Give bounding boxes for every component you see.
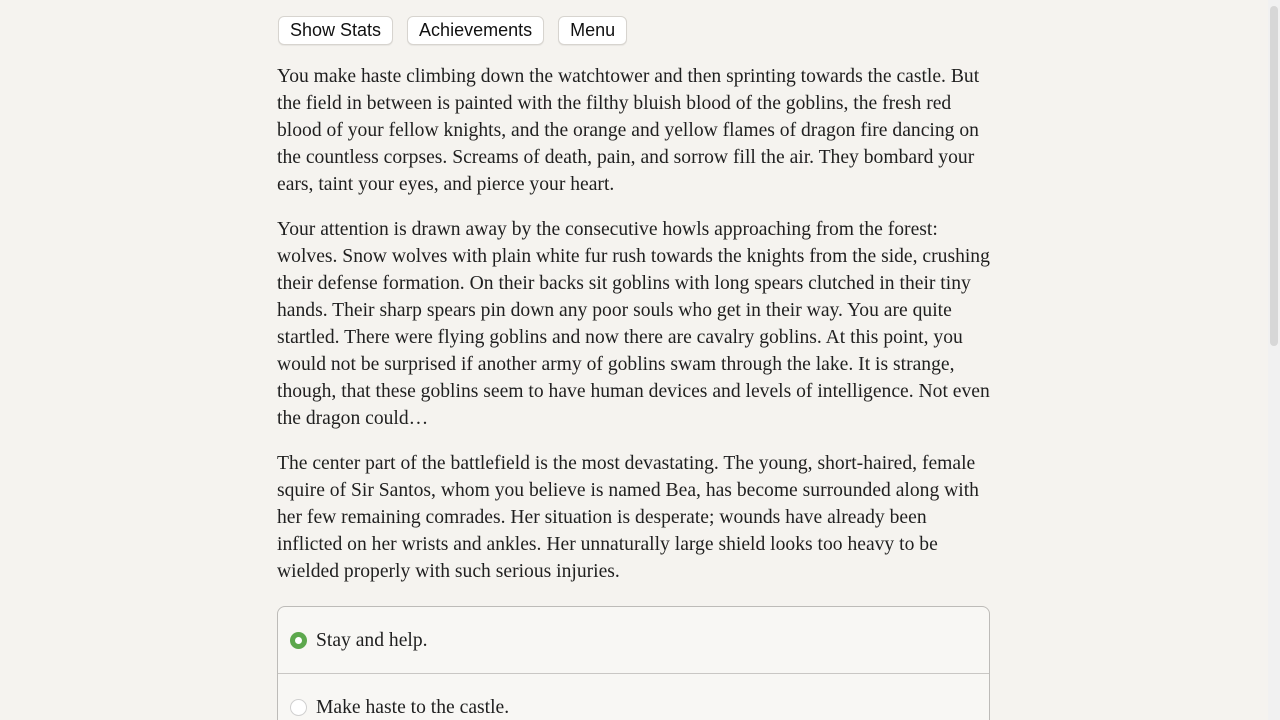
choice-stay-and-help[interactable] — [278, 607, 989, 674]
choice-label: Stay and help. — [316, 629, 428, 651]
radio-selected-icon[interactable] — [290, 632, 307, 649]
choice-label: Make haste to the castle. — [316, 697, 510, 718]
show-stats-button[interactable]: Show Stats — [278, 16, 393, 45]
menu-button[interactable]: Menu — [558, 16, 627, 45]
radio-unselected-icon[interactable] — [290, 699, 307, 716]
story-paragraph: You make haste climbing down the watchtower and then sprinting towards the castle. But the field in between is painted with the filthy bluish blood of the goblins, the fresh red blood of your fellow knights, and the orange and yellow flames of dragon fire dancing on the countless corpses. Screams of death, pain, and sorrow fill the air. They bombard your ears, taint your eyes, and pierce your heart. — [277, 66, 980, 195]
story-paragraph: The center part of the battlefield is the most devastating. The young, short-haired, female squire of Sir Santos, whom you believe is named Bea, has become surrounded along with her few remaining comrades. Her situation is desperate; wounds have already been inflicted on her wrists and ankles. Her unnaturally large shield looks too heavy to be wielded properly with such serious injuries. — [277, 453, 979, 582]
scrollbar-thumb[interactable] — [1270, 6, 1278, 346]
toolbar — [278, 16, 627, 45]
choice-list — [277, 606, 990, 720]
story-content — [277, 63, 992, 603]
achievements-button[interactable]: Achievements — [407, 16, 544, 45]
story-paragraph: Your attention is drawn away by the consecutive howls approaching from the forest: wolves. Snow wolves with plain white fur rush towards the knights from the side, crushing their defense formation. On their backs sit goblins with long spears clutched in their tiny hands. Their sharp spears pin down any poor souls who get in their way. You are quite startled. There were flying goblins and now there are cavalry goblins. At this point, you would not be surprised if another army of goblins swam through the lake. It is strange, though, that these goblins seem to have human devices and levels of intelligence. Not even the dragon could… — [277, 219, 990, 429]
story-text — [277, 63, 992, 585]
choice-make-haste[interactable] — [278, 674, 989, 720]
page-scrollbar[interactable] — [1268, 0, 1280, 720]
